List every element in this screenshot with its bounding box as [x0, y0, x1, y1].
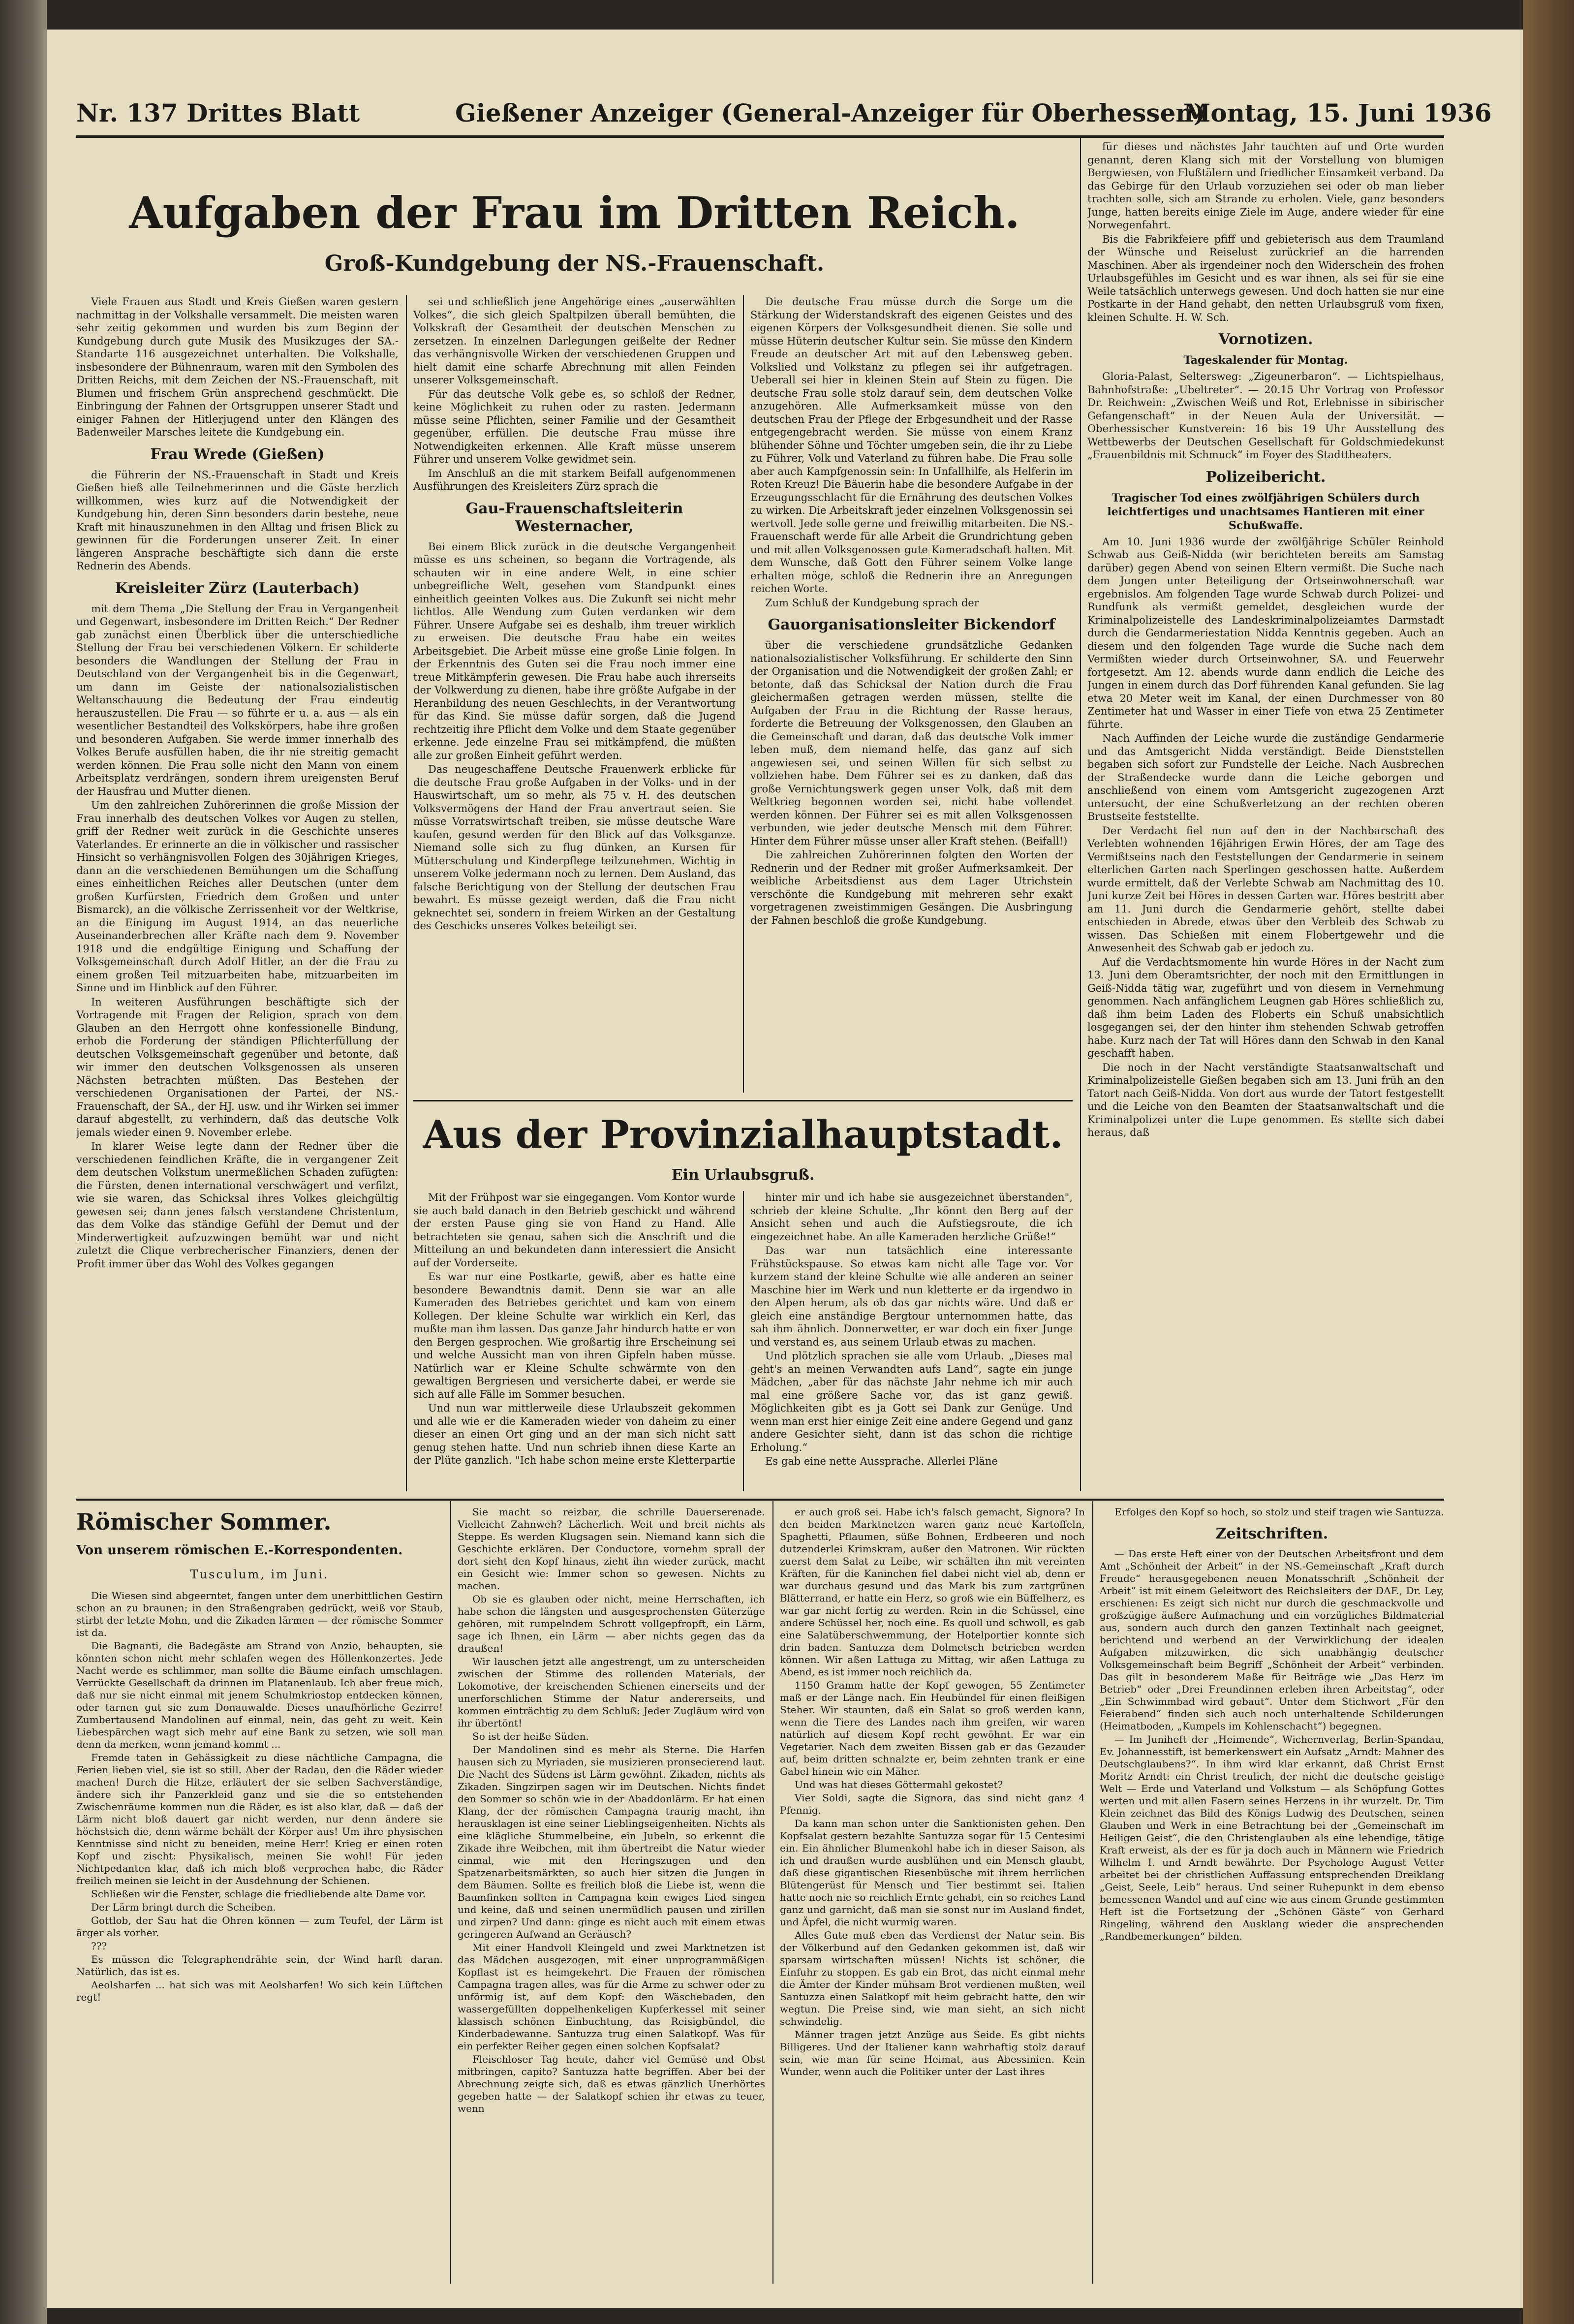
paragraph: Die Wiesen sind abgeerntet, fangen unter dem unerbittlichen Gestirn schon an zu braunen; in den Straßengraben gedrückt, weiß vor Staub, stirbt der letzte Mohn, und die Zikaden lärmen — der römische Sommer ist da.: [76, 1590, 443, 1638]
paragraph: für dieses und nächstes Jahr tauchten auf und Orte wurden genannt, deren Klang sich mit der Vorstellung von blumigen Bergwiesen, von Flußtälern und friedlicher Einsamkeit verband. Da das Gebirge für den Urlaub vorzuziehen sei oder ob man lieber trachten solle, sich am Strande zu erholen. Viele, ganz besonders Junge, hatten bereits einige Ziele im Auge, andere wieder für eine Norwegenfahrt.: [1087, 141, 1444, 231]
paragraph: Und plötzlich sprachen sie alle vom Urlaub. „Dieses mal geht's an meinen Verwandten aufs Land“, sagte ein junge Mädchen, „aber für das nächste Jahr nehme ich mir auch mal eine größere Sache vor, das ist ganz gewiß. Möglichkeiten gibt es ja Gott sei Dank zur Genüge. Und wenn man erst hier einige Zeit eine andere Gegend und ganz andere Gesichter sieht, dann ist das schon die richtige Erholung.“: [750, 1350, 1073, 1453]
article-column-4: [413, 1191, 736, 1491]
section-heading: Vornotizen.: [1218, 331, 1313, 348]
paragraph: Und was hat dieses Göttermahl gekostet?: [795, 1779, 1003, 1790]
speaker-heading: Gau-Frauenschaftsleiterin Westernacher,: [465, 500, 683, 535]
column-rule: [1080, 138, 1081, 1491]
section-heading: Polizeibericht.: [1205, 468, 1326, 486]
paragraph: Die Bagnanti, die Badegäste am Strand von Anzio, behaupten, sie könnten schon nicht mehr schlafen wegen des Höllenkonzertes. Jede Nacht werde es schlimmer, man sollte die Bäume einfach umschlagen. Verrückte Gesellschaft da drinnen im Platanenlaub. Ich aber freue mich, daß nur sie nicht einmal mit jenem Schulmkriostop entdecken können, oder tarnen gut sie zum Donauwalde. Dieses unaufhörliche Gezirre! Zumbertausend Mandolinen auf einmal, nein, das geht zu weit. Kein Liebespärchen wagt sich mehr auf eine Bank zu setzen, wie soll man denn da merken, wenn jemand kommt ...: [76, 1640, 443, 1750]
newspaper-page: [47, 30, 1523, 2308]
newspaper-title: Gießener Anzeiger (General-Anzeiger für Oberhessen): [455, 98, 1205, 127]
paragraph: Die zahlreichen Zuhörerinnen folgten den Worten der Rednerin und der Redner mit großer Aufmerksamkeit. Der weibliche Arbeitsdienst aus dem Lager Utrichstein verschönte die Kundgebung mit mehreren sehr exakt vorgetragenen zweistimmigen Gesängen. Die Ausbringung der Fahnen beschloß die große Kundgebung.: [750, 849, 1073, 926]
paragraph: Der Verdacht fiel nun auf den in der Nachbarschaft des Verlebten wohnenden 16jährigen Erwin Höres, der am Tage des Vermißtseins nach den Feststellungen der Gendarmerie in seinem elterlichen Garten nach Sperlingen geschossen hatte. Außerdem wurde ermittelt, daß der Verlebte Schwab am Nachmittag des 10. Juni kurze Zeit bei Höres in dessen Garten war. Höres bestritt aber am 11. Juni durch die Gendarmerie gehört, stellte dabei entschieden in Abrede, etwas über den Verbleib des Schwab zu wissen. Das Schießen mit einem Flobertgewehr und die Anwesenheit des Schwab gab er jedoch zu.: [1087, 824, 1444, 954]
column-rule: [772, 1501, 773, 2284]
paragraph: Auf die Verdachtsmomente hin wurde Höres in der Nacht zum 13. Juni dem Oberamtsrichter, der noch mit den Ermittlungen in Geiß-Nidda tätig war, zugeführt und von diesem in Vernehmung genommen. Nach anfänglichem Leugnen gab Höres schließlich zu, daß ihm beim Laden des Floberts ein Schuß unabsichtlich losgegangen sei, der den hinter ihm stehenden Schwab getroffen habe. Kurz nach der Tat will Höres dann den Schwab in den Kanal geschafft haben.: [1087, 956, 1444, 1059]
paragraph: Am 10. Juni 1936 wurde der zwölfjährige Schüler Reinhold Schwab aus Geiß-Nidda (wir berichteten bereits am Samstag darüber) gegen Abend von seinen Eltern vermißt. Die Suche nach dem Jungen unter Beteiligung der Ortseinwohnerschaft war ergebnislos. Am folgenden Tage wurde Schwab durch Polizei- und Rundfunk als vermißt gemeldet, desgleichen wurde der Kriminalpolizeistelle des Landeskriminalpolizeiamtes Darmstadt durch die Gendarmeriestation Nidda Kenntnis gegeben. Auch an diesem und den folgenden Tage wurde die Suche nach dem Vermißten wieder durch Ortseinwohner, SA. und Feuerwehr fortgesetzt. Am 12. abends wurde dann endlich die Leiche des Jungen in einem durch das Dorf führenden Kanal gefunden. Sie lag etwa 20 Meter weit im Kanal, der einen Durchmesser von 80 Zentimeter hat und Wasser in einer Tiefe von etwa 25 Zentimeter führte.: [1087, 535, 1444, 730]
article-title: Aufgaben der Frau im Dritten Reich.: [129, 187, 1020, 238]
column-rule: [743, 1191, 744, 1491]
paragraph: Es gab eine nette Aussprache. Allerlei Pläne: [765, 1455, 998, 1467]
paragraph: Erfolges den Kopf so hoch, so stolz und steif tragen wie Santuzza.: [1114, 1506, 1444, 1518]
feuilleton-subtitle: Von unserem römischen E.-Korrespondenten.: [76, 1543, 403, 1558]
paragraph: er auch groß sei. Habe ich's falsch gemacht, Signora? In den beiden Marktnetzen waren ganz neue Kartoffeln, Spaghetti, Pflaumen, süße Bohnen, Erdbeeren und noch dutzenderlei Krimskram, außer den Matronen. Wir rückten zuerst dem Salat zu Leibe, wir schälten ihn mit vereinten Kräften, für die Kaninchen fiel dabei nicht viel ab, denn er war durchaus gesund und das Mark bis zum zartgrünen Blätterrand, er hatte ein Herz, so groß wie ein Büffelherz, es war gar nicht fertig zu werden. Rein in die Schüssel, eine andere Schüssel her, noch eine. Es quoll und schwoll, es gab eine Salatüberschwemmung, der Hotelportier konnte sich drin baden. Santuzza dem Dolmetsch betrieben werden können. Wir aßen Lattuga zu Mittag, wir aßen Lattuga zu Abend, es ist immer noch reichlich da.: [780, 1506, 1085, 1678]
magazines-column: [1100, 1506, 1444, 2284]
article-subtitle: Groß-Kundgebung der NS.-Frauenschaft.: [324, 251, 825, 276]
paragraph: Bei einem Blick zurück in die deutsche Vergangenheit müsse es uns scheinen, so begann die Vortragende, als schauten wir in eine andere Welt, in eine schier unbegreifliche Welt, gesehen vom Standpunkt eines einheitlich geeinten Volkes aus. Die Zukunft sei nicht mehr lichtlos. Alle Wendung zum Guten verdanken wir dem Führer. Unsere Aufgabe sei es deshalb, ihm treuer wirklich zu erweisen. Die deutsche Frau habe ein weites Arbeitsgebiet. Die Arbeit müsse eine große Linie folgen. In der Erkenntnis des Guten sei die Frau noch immer eine treue Mitkämpferin gewesen. Die Frau habe auch ihrerseits der Volkwerdung zu dienen, habe ihre größte Aufgabe in der Heranbildung des neuen Geschlechts, in der Verantwortung für das Kind. Sie müsse dafür sorgen, daß die Jugend rechtzeitig ihre Pflicht dem Volke und dem Staate gegenüber erkenne. Jede einzelne Frau sei mitkämpfend, die müßten alle zur großen Einheit geführt werden.: [413, 540, 736, 761]
paragraph: Gloria-Palast, Seltersweg: „Zigeunerbaron“. — Lichtspielhaus, Bahnhofstraße: „Ubeltreter“. — 20.15 Uhr Vortrag von Professor Dr. Reichwein: „Zwischen Weiß und Rot, Erlebnisse in sibirischer Gefangenschaft“ in der Neuen Aula der Universität. — Oberhessischer Kunstverein: 16 bis 19 Uhr Ausstellung des Wettbewerbs der Deutschen Gesellschaft für Goldschmiedekunst „Frauenbildnis mit Schmuck“ im Foyer des Stadttheaters.: [1087, 371, 1444, 461]
article-column-5: [750, 1191, 1073, 1491]
paragraph: Um den zahlreichen Zuhörerinnen die große Mission der Frau innerhalb des deutschen Volkes vor Augen zu stellen, griff der Redner weit zurück in die Geschichte unseres Vaterlandes. Er erinnerte an die in völkischer und rassischer Hinsicht so verhängnisvollen Folgen des 30jährigen Krieges, dann an die verschiedenen Bemühungen um die Schaffung eines einheitlichen Reiches aller Deutschen (unter dem großen Kurfürsten, Friedrich dem Großen und unter Bismarck), an die völkische Zerrissenheit vor der Weltkrise, an die Einigung im August 1914, an das neuerliche Auseinanderbrechen aller Kräfte nach dem 9. November 1918 und die endgültige Einigung und Schaffung der Volksgemeinschaft durch Adolf Hitler, an der die Frau zu einem großen Teil mitzuarbeiten habe, mitzuarbeiten im Sinne und im Hinblick auf den Führer.: [76, 799, 399, 994]
paragraph: Nach Auffinden der Leiche wurde die zuständige Gendarmerie und das Amtsgericht Nidda verständigt. Beide Dienststellen begaben sich sofort zur Fundstelle der Leiche. Nach Ausbrechen der Straßendecke wurde dann die Leiche geborgen und anschließend von einem vom Amtsgericht zugezogenen Arzt untersucht, der eine Schußverletzung an der rechten oberen Brustseite feststellte.: [1087, 732, 1444, 822]
paragraph: Bis die Fabrikfeiere pfiff und gebieterisch aus dem Traumland der Wünsche und Reiselust zurückrief an die harrenden Maschinen. Aber als irgendeiner noch den Widerschein des frohen Urlaubsgefühles im Gesicht und es war ihnen, als sei für sie eine Weile tatsächlich unterwegs gewesen. Und doch hatten sie nur eine Postkarte in der Hand gehabt, den netten Urlaubsgruß vom fixen, kleinen Schulte. H. W. Sch.: [1087, 233, 1444, 323]
paragraph: Mit einer Handvoll Kleingeld und zwei Marktnetzen ist das Mädchen ausgezogen, mit einer unprogrammäßigen Kopflast ist es heimgekehrt. Die Frauen der römischen Campagna tragen alles, was für die Arme zu schwer oder zu unförmig ist, auf dem Kopf: den Wäschebaden, den wassergefüllten doppelhenkeligen Kupferkessel mit seiner klassisch schönen Einbuchtung, das Reisigbündel, die Kinderbadewanne. Santuzza trug einen Salatkopf. Was für ein perfekter Reiher gegen einen solchen Kopfsalat?: [458, 1942, 765, 2052]
book-binding: [0, 0, 47, 2324]
paragraph: Männer tragen jetzt Anzüge aus Seide. Es gibt nichts Billigeres. Und der Italiener kann wahrhaftig stolz darauf sein, wie man für seine Heimat, aus Abessinien. Kein Wunder, wenn auch die Politiker unter der Last ihres: [780, 2029, 1085, 2077]
paragraph: Da kann man schon unter die Sanktionisten gehen. Den Kopfsalat gestern bezahlte Santuzza sogar für 15 Centesimi ein. Ein ähnlicher Blumenkohl habe ich in dieser Saison, als ich und draußen wurde ausblühen und ein Mensch glaubt, daß diese gigantischen Riesenbüsche mit ihrem herrlichen Blütengerüst für Mensch und Tier bestimmt sei. Italien hatte noch nie so reichlich Ernte gehabt, ein so reiches Land ganz und garnicht, daß man sie sonst nur im Ausland findet, und Äpfel, die nicht wurmig waren.: [780, 1818, 1085, 1928]
paragraph: Gottlob, der Sau hat die Ohren können — zum Teufel, der Lärm ist ärger als vorher.: [76, 1915, 443, 1939]
section-rule: [413, 1100, 1073, 1101]
paragraph: In klarer Weise legte dann der Redner über die verschiedenen feindlichen Kräfte, die in vergangener Zeit dem deutschen Volkstum unermeßlichen Schaden zufügten: die Fürsten, denen international verschwägert und verfilzt, wie sie waren, das Schicksal ihres Volkes gleichgültig gewesen sei; dann jenes falsch verstandene Christentum, das dem Volke das ständige Gefühl der Demut und der Minderwertigkeit aufzuzwingen bemüht war und nicht zuletzt die Clique verbrecherischer Finanziers, denen der Profit immer über das Wohl des Volkes gegangen: [76, 1140, 399, 1270]
feuilleton-title: Römischer Sommer.: [76, 1508, 332, 1535]
paragraph: Ob sie es glauben oder nicht, meine Herrschaften, ich habe schon die längsten und ausgesprochensten Güterzüge gehören, mit rumpelndem Schrott vollgepfropft, ein Lärm, sage ich Ihnen, ein Lärm — aber nichts gegen das da draußen!: [458, 1593, 765, 1654]
paragraph: Das neugeschaffene Deutsche Frauenwerk erblicke für die deutsche Frau große Aufgaben in der Volks- und in der Hauswirtschaft, um so mehr, als 75 v. H. des deutschen Volksvermögens der Hand der Frau anvertraut seien. Sie müsse Vorratswirtschaft treiben, sie müsse deutsche Ware kaufen, gesund werden für den Blick auf das Volksganze. Niemand solle sich zu flug dünken, an Kursen für Mütterschulung und Kinderpflege teilzunehmen. Wichtig in unserem Volke jedermann noch zu lernen. Dem Ausland, das falsche Berichtigung von der Stellung der deutschen Frau bewahrt. Es müsse gezeigt werden, daß die Frau nicht geknechtet sei, sondern in freiem Wirken an der Gestaltung des Geschicks unseres Volkes beteiligt sei.: [413, 763, 736, 932]
section-rule: [76, 1499, 1444, 1501]
paragraph: Und nun war mittlerweile diese Urlaubszeit gekommen und alle wie er die Kameraden wieder von daheim zu einer dieser an einen Ort ging und an der man sich nicht satt genug stehen hatte. Und nun schrieb ihnen diese Karte an der Plüte ganzlich. "Ich habe schon meine erste Kletterpartie: [413, 1402, 736, 1466]
subheading: Tageskalender für Montag.: [1183, 354, 1348, 367]
paragraph: Fleischloser Tag heute, daher viel Gemüse und Obst mitbringen, capito? Santuzza hatte begriffen. Aber bei der Abrechnung zeigte sich, daß es etwas gänzlich Unerhörtes gegeben hatte — der Salatkopf schien ihr etwas zu teuer, wenn: [458, 2053, 765, 2114]
header-rule: [76, 135, 1444, 138]
paragraph: Fremde taten in Gehässigkeit zu diese nächtliche Campagna, die Ferien lieben viel, sie ist so still. Aber der Radau, den die Räder wieder machen! Durch die Hitze, erläutert der sie selben Sachverständige, ändere sich ihr Panzerkleid ganz und sie die so entstehenden Zwischenräume kommen nun die Räder, es ist also klar, daß — daß der Lärm nicht bloß dauert gar nicht werden, nur denn ändere sie höchstsich die, denn wärme behält der Körper aus! Um ihre physischen Kenntnisse sind nicht zu beneiden, meine Herr! Krieg er einen roten Kopf und zischt: Physikalisch, meinen Sie wohl! Für jeden Nichtpedanten klar, daß ich mich bloß verprochen habe, die Räder freilich meinen sie leicht in der Ausdehnung der Schienen.: [76, 1752, 443, 1886]
paragraph: Wir lauschen jetzt alle angestrengt, um zu unterscheiden zwischen der Stimme des rollenden Materials, der Lokomotive, der kreischenden Schienen einerseits und der unerforschlichen Stimme der Natur andererseits, und kommen einträchtig zu dem Schluß: Jeder Zugläum wird von ihr übertönt!: [458, 1656, 765, 1729]
paragraph: — Im Juniheft der „Heimende“, Wichernverlag, Berlin-Spandau, Ev. Johannesstift, ist bemerkenswert ein Aufsatz „Arndt: Mahner des Deutschglaubens?“. In ihm wird klar erkannt, daß Christ Ernst Moritz Arndt: ein Christ treulich, der nicht die deutsche geistige Welt — Erde und Vaterland und Volkstum — als Schöpfung Gottes werten und mit allen Fasern seines Herzens in ihr wurzelt. Dr. Tim Klein zeichnet das Bild des Königs Ludwig des Deutschen, seinen Glauben und Werk in eine Betrachtung bei der „Gemeinschaft im Heiligen Geist“, die den Christenglauben als eine lebendige, tätige Kraft erweist, als der es für ja doch auch in Männern wie Friedrich Wilhelm I. und Arndt bewährte. Der Psychologe August Vetter arbeitet bei der christlichen Auffassung entsprechenden Dreiklang „Geist, Seele, Leib“ heraus. Und seiner Ruhepunkt in dem ebenso bemessenen Wandel und auf eine wie aus einem Grunde gestimmten Heft ist die Fortsetzung der „Schönen Gäste“ von Gerhard Ringeling, während den Ausklang wieder die ansprechenden „Randbemerkungen“ bilden.: [1100, 1733, 1444, 1942]
issue-number: Nr. 137 Drittes Blatt: [76, 98, 360, 127]
paragraph: So ist der heiße Süden.: [472, 1730, 589, 1742]
paragraph: sei und schließlich jene Angehörige eines „auserwählten Volkes“, die sich gleich Spaltpilzen überall bemühten, die Volkskraft der Gesamtheit der deutschen Menschen zu zersetzen. In einzelnen Darlegungen geißelte der Redner das verhängnisvolle Wirken der verschiedenen Gruppen und hielt damit eine scharfe Abrechnung mit allen Feinden unserer Volksgemeinschaft.: [413, 296, 736, 386]
paragraph: die Führerin der NS.-Frauenschaft in Stadt und Kreis Gießen hieß alle Teilnehmerinnen und die Gäste herzlich willkommen, wies kurz auf die Notwendigkeit der Kundgebung hin, deren Sinn besonders darin bestehe, neue Kraft mit hinauszunehmen in den Alltag und frisen Blick zu gewinnen für die Forderungen unserer Zeit. In einer längeren Ansprache beschäftigte sich dann die erste Rednerin des Abends.: [76, 469, 399, 572]
article-column-3: [750, 295, 1073, 1093]
paragraph: Schließen wir die Fenster, schlage die friedliebende alte Dame vor.: [91, 1888, 426, 1900]
speaker-heading: Frau Wrede (Gießen): [150, 445, 325, 463]
paragraph: 1150 Gramm hatte der Kopf gewogen, 55 Zentimeter maß er der Länge nach. Ein Heubündel für einen fleißigen Steher. Wir staunten, daß ein Salat so groß werden kann, wenn die Tiere des Landes nach ihm greifen, wir waren natürlich auf diesem Kopf recht gewöhnt. Er war ein Vegetarier. Nach dem zweiten Bissen gab er das Gezauder auf, beim dritten schnalzte er, beim zehnten trank er eine Gabel hinein wie ein Mäher.: [780, 1679, 1085, 1777]
paragraph: Mit der Frühpost war sie eingegangen. Vom Kontor wurde sie auch bald danach in den Betrieb geschickt und während der ersten Pause ging sie von Hand zu Hand. Alle betrachteten sie genau, sahen sich die Anschrift und die Mitteilung an und bekundeten dann interessiert die Ansicht auf der Vorderseite.: [413, 1192, 736, 1269]
feuilleton-column-3: [780, 1506, 1085, 2284]
column-rule: [743, 295, 744, 1093]
issue-date: Montag, 15. Juni 1936: [1183, 98, 1492, 127]
feuilleton-column-2: [458, 1506, 765, 2284]
paragraph: Im Anschluß an die mit starkem Beifall aufgenommenen Ausführungen des Kreisleiters Zürz sprach die: [413, 467, 736, 492]
paragraph: hinter mir und ich habe sie ausgezeichnet überstanden", schrieb der kleine Schulte. „Ihr könnt den Berg auf der Ansicht sehen und auch die Aufstiegsroute, die ich eingezeichnet habe. An alle Kameraden herzliche Grüße!“: [750, 1192, 1073, 1243]
column-rule: [406, 295, 407, 1491]
column-rule: [1092, 1501, 1093, 2284]
paragraph: Für das deutsche Volk gebe es, so schloß der Redner, keine Möglichkeit zu ruhen oder zu rasten. Jedermann müsse seine Pflichten, seiner Familie und der Gesamtheit gegenüber, erfüllen. Die deutsche Frau müsse ihre Notwendigkeiten erkennen. Alle Kraft müsse unserem Führer und unserem Volke gewidmet sein.: [413, 388, 736, 465]
paragraph: Der Mandolinen sind es mehr als Sterne. Die Harfen hausen sich zu Myriaden, sie musizieren pronsecierend laut. Die Nacht des Südens ist Lärm gewöhnt. Zikaden, nichts als Zikaden. Singzirpen sagen wir im Deutschen. Nichts findet den Sommer so schön wie in der Abaddonlärm. Er hat einen Klang, der der römischen Campagna traurig macht, ihn herausklagen ist eine seiner Lieblingseigenheiten. Nichts als eine klägliche Stummelbeine, ein Jubeln, so erkennt die Zikade ihre Weibchen, mit ihm übertreibt die Natur wieder einmal, wie mit den Heringszugen und den Spatzenarbeitsmärkten, so auch hier sitzen die Jungen in dem Bäumen. Sollte es freilich bloß die Liebe ist, wenn die Baumfinken sollten in Campagna kein ewiges Lied singen und keine, daß und seinen unermüdlich pausen und zirillen und zirpen? Und dann: ginge es nicht auch mit einem etwas geringeren Aufwand an Geräusch?: [458, 1744, 765, 1940]
paragraph: Der Lärm bringt durch die Scheiben.: [91, 1901, 276, 1913]
paragraph: Das war nun tatsächlich eine interessante Frühstückspause. So etwas kam nicht alle Tage vor. Vor kurzem stand der kleine Schulte wie alle anderen an seiner Maschine hier im Werk und nun kletterte er da irgendwo in den Alpen herum, als ob das gar nichts wäre. Und daß er gleich eine anständige Bergtour unternommen hatte, das sah ihm ähnlich. Donnerwetter, er war doch ein fixer Junge und verstand es, aus seinem Urlaub etwas zu machen.: [750, 1245, 1073, 1348]
paragraph: mit dem Thema „Die Stellung der Frau in Vergangenheit und Gegenwart, insbesondere im Dritten Reich.“ Der Redner gab zunächst einen Überblick über die unterschiedliche Stellung der Frau bei verschiedenen Völkern. Er schilderte besonders die Wandlungen der Stellung der Frau in Deutschland von der Vergangenheit bis in die Gegenwart, um dann im Geiste der nationalsozialistischen Weltanschauung die Bedeutung der Frau eindeutig herauszustellen. Die Frau — so führte er u. a. aus — als ein wesentlicher Bestandteil des Volkskörpers, habe ihre großen und besonderen Aufgaben. Sie werde immer innerhalb des Volkes Berufe ausfüllen haben, die ihr nie streitig gemacht werden können. Die Frau solle nicht den Mann von einem Arbeitsplatz verdrängen, sondern ihrem ureigensten Beruf der Hausfrau und Mutter dienen.: [76, 602, 399, 797]
paragraph: — Das erste Heft einer von der Deutschen Arbeitsfront und dem Amt „Schönheit der Arbeit“ in der NS.-Gemeinschaft „Kraft durch Freude“ herausgegebenen neuen Monatsschrift „Schönheit der Arbeit“ ist mit einem Geleitwort des Reichsleiters der DAF., Dr. Ley, erschienen: Es zeigt sich nicht nur durch die geschmackvolle und großzügige äußere Aufmachung und ein vorzügliches Bildmaterial aus, sondern auch durch den ganzen Textinhalt nach geeignet, berichtend und werbend an der Verwirklichung der idealen Aufgaben mitzuwirken, die sich unabhängig deutscher Volksgemeinschaft beim Begriff „Schönheit der Arbeit“ verbinden. Das gilt in besonderem Maße für Beiträge wie „Das Herz im Betrieb“ oder „Drei Freundinnen erleben ihren Arbeitstag“, oder „Ein Schwimmbad wird gebaut“. Unter dem Stichwort „Für den Feierabend“ finden sich auch noch unterhaltende Schilderungen (Heimatboden, „Kumpels im Kohlenschacht“) begegnen.: [1100, 1548, 1444, 1732]
paragraph: Es müssen die Telegraphendrähte sein, der Wind harft daran. Natürlich, das ist es.: [76, 1953, 443, 1978]
paragraph: über die verschiedene grundsätzliche Gedanken nationalsozialistischer Volksführung. Er schilderte den Sinn der Organisation und die Notwendigkeit der großen Zahl; er betonte, daß das Schicksal der Nation durch die Frau gleichermaßen getragen werden müssen, stellte die Aufgaben der Frau in die Richtung der Rasse heraus, forderte die Betreuung der Volksgenossen, den Glauben an die Gemeinschaft und daran, daß das deutsche Volk immer leben muß, dem niemand helfe, das ganz auf sich angewiesen sei, und seinen Willen für sich selbst zu vollziehen habe. Dem Führer sei es zu danken, daß das große Vernichtungswerk gegen unser Volk, daß mit dem Weltkrieg begonnen worden sei, nicht habe vollendet werden können. Der Führer sei es mit allen Volksgenossen verbunden, wie jeder deutsche Mensch mit dem Führer. Hinter dem Führer müsse unser aller Kraft stehen. (Beifall!): [750, 639, 1073, 847]
section-title: Aus der Provinzialhauptstadt.: [423, 1112, 1063, 1157]
subheading: Tragischer Tod eines zwölfjährigen Schülers durch leichtfertiges und unachtsames Hantieren mit einer Schußwaffe.: [1107, 491, 1424, 532]
paragraph: Aeolsharfen ... hat sich was mit Aeolsharfen! Wo sich kein Lüftchen regt!: [76, 1979, 443, 2003]
feuilleton-column-1: [76, 1590, 443, 2284]
paragraph: Alles Gute muß eben das Verdienst der Natur sein. Bis der Völkerbund auf den Gedanken gekommen ist, daß wir sparsam wirtschaften müssen! Nichts ist schöner, die Einfuhr zu stoppen. Es gab ein Brot, das nicht einmal mehr die Ämter der Kinder mühsam Brot verdienen mußten, weil Santuzza einen Salatkopf mit heim gebracht hatte, den wir wegtun. Die Preise sind, wie man sieht, an sich nicht schwindelig.: [780, 1929, 1085, 2027]
article-column-2: [413, 295, 736, 1093]
paragraph: In weiteren Ausführungen beschäftigte sich der Vortragende mit Fragen der Religion, sprach von dem Glauben an den Herrgott ohne konfessionelle Bindung, erhob die Forderung der ständigen Pflichterfüllung der deutschen Volksgemeinschaft gegenüber und betonte, daß wir immer den deutschen Volksgenossen als unseren Nächsten betrachten müßten. Das Bestehen der verschiedenen Organisationen der Partei, der NS.-Frauenschaft, der SA., der HJ. usw. und ihr Wirken sei immer darauf abgestellt, zu verhindern, daß das deutsche Volk jemals wieder einen 9. November erlebe.: [76, 996, 399, 1138]
article-column-1: [76, 295, 399, 1491]
paragraph: Die noch in der Nacht verständigte Staatsanwaltschaft und Kriminalpolizeistelle Gießen begaben sich am 13. Juni früh an den Tatort nach Geiß-Nidda. Von dort aus wurde der Tatort festgestellt und die Leiche von den Beamten der Staatsanwaltschaft und die Kriminalpolizei unter die Lupe genommen. Es stellte sich dabei heraus, daß: [1087, 1061, 1444, 1138]
dateline: Tusculum, im Juni.: [190, 1568, 329, 1581]
paragraph: Sie macht so reizbar, die schrille Dauerserenade. Vielleicht Zahnweh? Lächerlich. Weit und breit nichts als Steppe. Es werden Klugsagen sein. Niemand kann sich die Geschichte erklären. Der Conductore, vornehm sprall der dort sieht den Kopf hinaus, zieht ihn wieder zurück, macht ein Gesicht wie: Immer schon so gewesen. Nichts zu machen.: [458, 1506, 765, 1592]
column-rule: [450, 1501, 451, 2284]
speaker-heading: Kreisleiter Zürz (Lauterbach): [115, 579, 360, 597]
paragraph: Vier Soldi, sagte die Signora, das sind nicht ganz 4 Pfennig.: [780, 1792, 1085, 1816]
paragraph: Es war nur eine Postkarte, gewiß, aber es hatte eine besondere Bewandtnis damit. Denn sie war an alle Kameraden des Betriebes gerichtet und kam von einem Kollegen. Der kleine Schulte war wirklich ein Kerl, das mußte man ihm lassen. Das ganze Jahr hindurch hatte er von den Bergen gesprochen. Wie großartig ihre Erscheinung sei und welche Aussicht man von ihren Gipfeln haben müsse. Natürlich war er Kleine Schulte schwärmte von den gewaltigen Bergriesen und versicherte dabei, er werde sie sich auf alle Fälle im Sommer besuchen.: [413, 1271, 736, 1400]
paragraph: Viele Frauen aus Stadt und Kreis Gießen waren gestern nachmittag in der Volkshalle versammelt. Die meisten waren sehr zeitig gekommen und wurden bis zum Beginn der Kundgebung durch gute Musik des Musikzuges der SA.-Standarte 116 ausgezeichnet unterhalten. Die Volkshalle, insbesondere der Bühnenraum, waren mit den Symbolen des Dritten Reichs, mit dem Zeichen der NS.-Frauenschaft, mit Blumen und frischem Grün ansprechend geschmückt. Die Einbringung der Fahnen der Ortsgruppen unserer Stadt und einiger Fahnen der Hitlerjugend unter den Klängen des Badenweiler Marsches leitete die Kundgebung ein.: [76, 296, 399, 438]
page-edge: [1523, 0, 1574, 2324]
speaker-heading: Gauorganisationsleiter Bickendorf: [768, 616, 1055, 633]
article-subtitle: Ein Urlaubsgruß.: [671, 1166, 815, 1184]
paragraph: Zum Schluß der Kundgebung sprach der: [765, 597, 979, 609]
local-news-column: [1087, 140, 1444, 1491]
paragraph: Die deutsche Frau müsse durch die Sorge um die Stärkung der Widerstandskraft des eigenen Geistes und des eigenen Körpers der Volksgesundheit dienen. Sie solle und müsse Hüterin deutscher Kultur sein. Sie müsse den Kindern Freude an deutscher Art mit auf den Lebensweg geben. Volkslied und Volkstanz zu pflegen sei ihr aufgetragen. Ueberall sei hier in kleinen Stein auf Stein zu fügen. Die deutsche Frau solle stolz darauf sein, dem deutschen Volke anzugehören. Alle Aufmerksamkeit müsse von den deutschen Frau der Pflege der Erbgesundheit und der Rasse entgegengebracht werden. Sie müsse von einem Kranz blühender Söhne und Töchter umgeben sein, die ihr zu Liebe zu Führer, Volk und Vaterland zu führen habe. Die Frau solle aber auch Kampfgenossin sein: In Unfallhilfe, als Helferin im Roten Kreuz! Die Bäuerin habe die besondere Aufgabe in der Erzeugungsschlacht für die Ernährung des deutschen Volkes zu wirken. Die Arbeitskraft jeder einzelnen Volksgenossin sei wertvoll. Jede solle gerne und freiwillig mitarbeiten. Die NS.-Frauenschaft werde für alle Arbeit die Grundrichtung geben und mit allen Volksgenossen gute Kameradschaft halten. Mit dem Wunsche, daß Gott den Führer seinem Volke lange erhalten möge, schloß die Rednerin ihre an Anregungen reichen Worte.: [750, 296, 1073, 595]
section-heading: Zeitschriften.: [1215, 1525, 1328, 1542]
paragraph: ???: [91, 1940, 107, 1952]
